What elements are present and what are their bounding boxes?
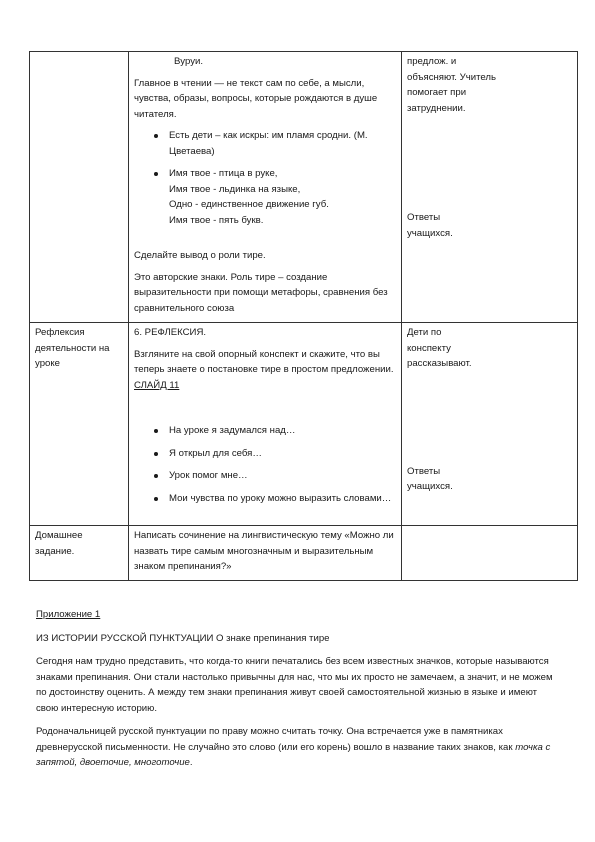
answer-text: Это авторские знаки. Роль тире – создание выразительности при помощи метафоры, сравнения без сравнительного союза <box>134 271 388 314</box>
answers-text: Ответы учащихся. <box>407 465 453 492</box>
stage-cell <box>30 526 129 581</box>
paragraph-text: Родоначальницей русской пунктуации по праву можно считать точку. Она встречается уже в памятниках древнерусской письменности. Не случайно это слово (или его корень) вошло в название таких знаков, как <box>36 726 513 753</box>
activity-cell <box>402 52 578 323</box>
list-item: На уроке я задумался над… <box>169 423 397 439</box>
table-row <box>30 323 578 526</box>
list-item: Мои чувства по уроку можно выразить словами… <box>169 491 397 507</box>
prompt-text: Взгляните на свой опорный конспект и скажите, что вы теперь знаете о постановке тире в простом предложении. <box>134 348 394 375</box>
homework-text: Написать сочинение на лингвистическую тему «Можно ли назвать тире самым многозначным и выразительным знаком препинания?» <box>134 530 394 572</box>
content-cell <box>129 52 402 323</box>
paragraph-end: . <box>189 757 193 768</box>
stage-cell <box>30 52 129 323</box>
activity-cell <box>402 526 578 581</box>
section-heading: 6. РЕФЛЕКСИЯ. <box>134 327 207 338</box>
poem-line: Имя твое - пять букв. <box>169 214 264 226</box>
table-row <box>30 526 578 581</box>
paragraph <box>134 347 397 394</box>
activity-text: Дети по конспекту рассказывают. <box>407 327 472 369</box>
appendix-label: Приложение 1 <box>36 609 101 620</box>
stage-text: Рефлексия деятельности на уроке <box>35 327 110 369</box>
poem-line: Одно - единственное движение губ. <box>169 199 329 210</box>
list-item <box>169 166 397 228</box>
list-item: Есть дети – как искры: им пламя сродни. (М. Цветаева) <box>169 128 397 159</box>
lesson-plan-table <box>29 51 578 581</box>
paragraph: Главное в чтении — не текст сам по себе, а мысли, чувства, образы, вопросы, которые рождаются в душе читателя. <box>134 77 378 120</box>
italic-terms: точка с запятой, двоеточие, многоточие <box>36 741 551 768</box>
text-line: Вуруи. <box>174 56 204 67</box>
stage-text: Домашнее задание. <box>35 530 83 557</box>
activity-cell <box>402 323 578 526</box>
poem-line: Имя твое - птица в руке, <box>169 168 278 179</box>
appendix-section <box>36 607 560 771</box>
reflection-list <box>134 423 397 506</box>
table-row <box>30 52 578 323</box>
list-item: Урок помог мне… <box>169 468 397 484</box>
stage-cell <box>30 323 129 526</box>
paragraph: Сегодня нам трудно представить, что когда-то книги печатались без всем известных значков, которые называются знаками препинания. Они стали настолько привычны для нас, что мы их просто не замечаем, а значит, и не можем по достоинству оценить. А между тем знаки препинания живут своей самостоятельной жизнью в языке и имеют свою интересную историю. <box>36 656 553 714</box>
quote-list <box>134 128 397 228</box>
paragraph <box>36 724 560 771</box>
slide-link[interactable]: СЛАЙД 11 <box>134 379 180 391</box>
list-item: Я открыл для себя… <box>169 446 397 462</box>
answers-text: Ответы учащихся. <box>407 212 453 239</box>
task-text: Сделайте вывод о роли тире. <box>134 250 266 261</box>
content-cell <box>129 526 402 581</box>
activity-text: предлож. и объясняют. Учитель помогает при затруднении. <box>407 56 496 114</box>
content-cell <box>129 323 402 526</box>
appendix-title: ИЗ ИСТОРИИ РУССКОЙ ПУНКТУАЦИИ О знаке препинания тире <box>36 632 330 644</box>
poem-line: Имя твое - льдинка на языке, <box>169 183 301 195</box>
